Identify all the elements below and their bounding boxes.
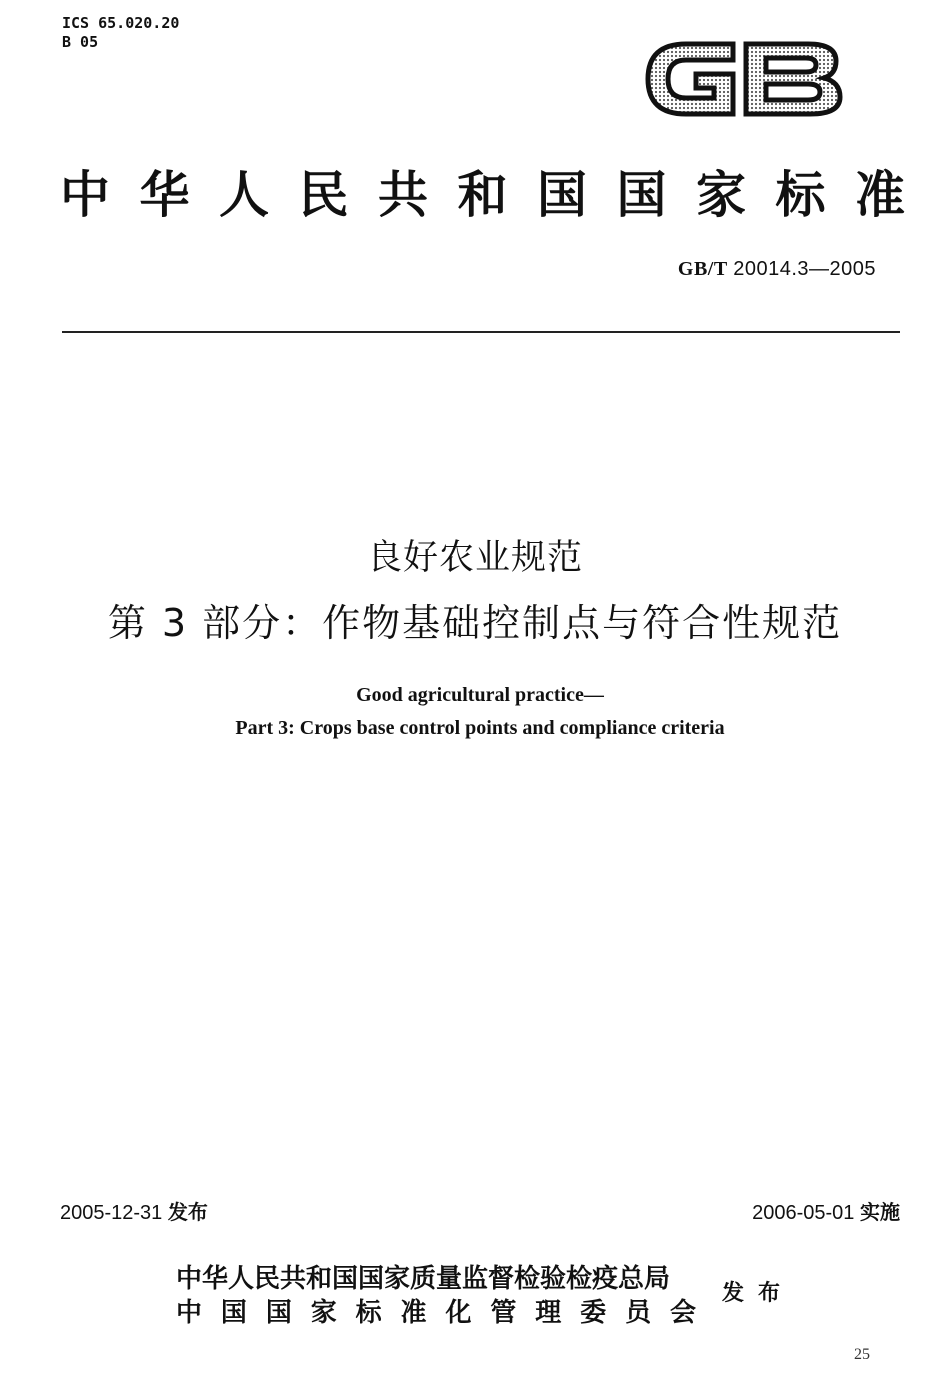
publisher-char: 中 [176,1298,203,1328]
country-title-char: 华 [139,165,190,224]
publisher-char: 化 [445,1298,472,1328]
issue-date: 2005-12-31 [60,1202,163,1224]
implement-date: 2006-05-01 [752,1202,855,1224]
gb-logo [638,26,848,132]
publisher-char: 管 [490,1298,517,1328]
country-title-char: 中 [60,165,110,224]
publisher-char: 国 [265,1298,292,1328]
issue-label: 发布 [167,1200,208,1224]
publisher-char: 国 [220,1298,247,1328]
title-en-line2: Part 3: Crops base control points and compliance criteria [235,717,725,739]
country-title-char: 准 [855,165,905,224]
publisher-char: 标 [355,1298,382,1328]
country-standard-title [60,165,905,225]
standard-code: 20014.3—2005 [733,258,876,280]
country-title-char: 国 [616,165,667,224]
publisher-line2 [176,1292,696,1329]
issue-date-block [60,1196,208,1225]
country-title-char: 家 [696,165,746,224]
logo-text: GB [638,26,640,27]
implement-label: 实施 [860,1200,900,1224]
publisher-char: 准 [400,1298,427,1328]
header-divider [62,331,900,333]
ccs-code: B 05 [62,33,99,51]
country-title-char: 标 [775,165,826,224]
country-title-char: 共 [378,165,428,224]
publisher-line1: 中华人民共和国国家质量监督检验检疫总局 [176,1264,671,1294]
standard-number [678,258,876,281]
publisher-char: 会 [669,1298,696,1328]
title-en-line1: Good agricultural practice— [356,684,604,706]
country-title-char: 国 [537,165,587,224]
classification-codes [62,14,179,52]
publisher-char: 员 [625,1298,652,1328]
ics-code: ICS 65.020.20 [62,14,180,32]
page-number: 25 [854,1346,870,1363]
publish-verb: 发布 [722,1280,795,1306]
publisher-char: 理 [535,1298,562,1328]
implement-date-block [752,1196,900,1225]
publisher-char: 委 [580,1298,607,1328]
country-title-char: 民 [298,165,349,224]
country-title-char: 人 [219,165,269,224]
title-zh-line1: 良好农业规范 [366,538,583,578]
country-title-char: 和 [457,165,508,224]
standard-prefix: GB/T [677,258,728,280]
title-zh-line2: 第 3 部分：作物基础控制点与符合性规范 [107,601,843,645]
publisher-char: 家 [310,1298,337,1328]
